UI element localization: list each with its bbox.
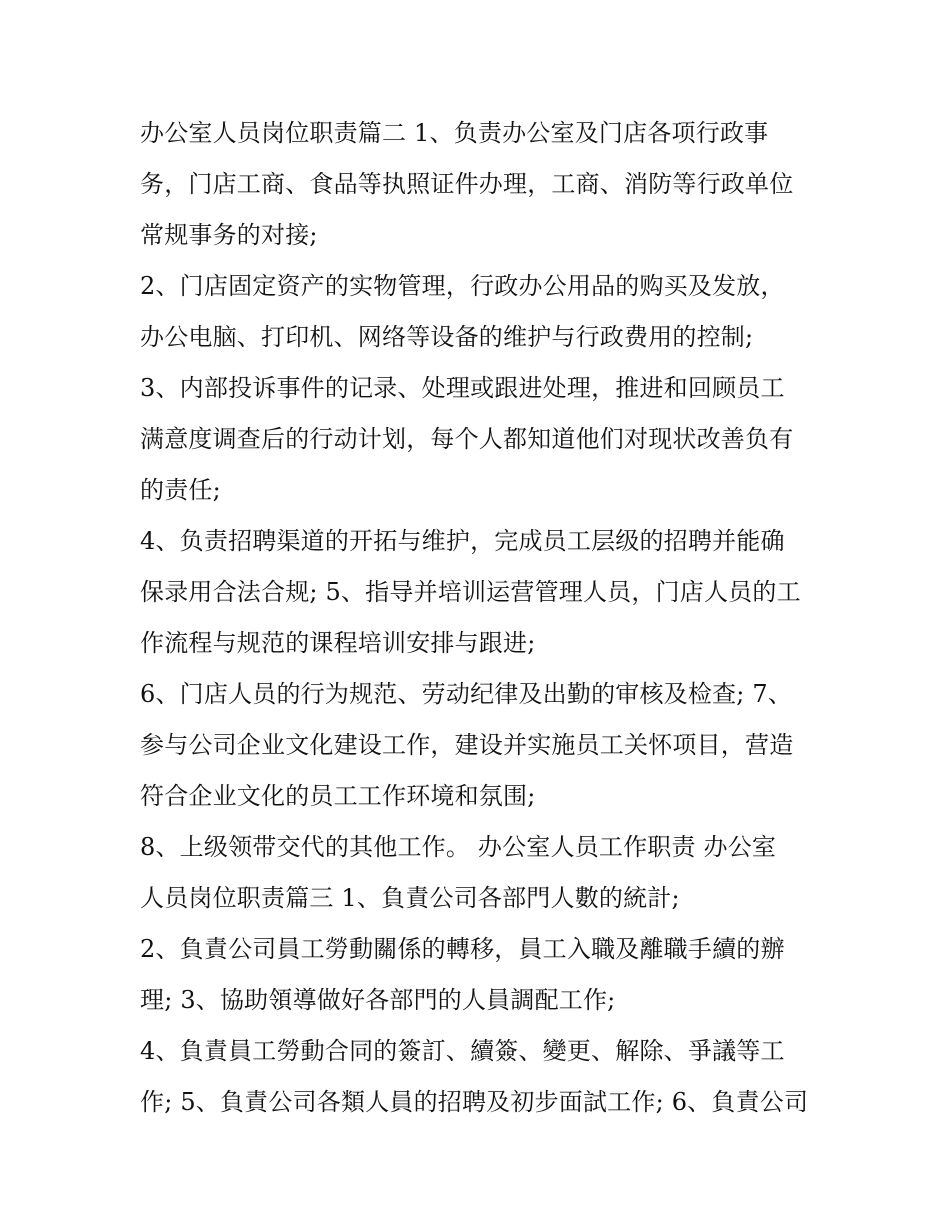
text-line: 作; 5、負責公司各類人員的招聘及初步面試工作; 6、負責公司 (140, 1088, 809, 1116)
text-line: 4、负责招聘渠道的开拓与维护，完成员工层级的招聘并能确 (140, 527, 785, 555)
text-line: 4、負責員工勞動合同的簽訂、續簽、變更、解除、爭議等工 (140, 1037, 785, 1065)
text-line: 3、内部投诉事件的记录、处理或跟进处理，推进和回顾员工 (140, 374, 785, 402)
text-line: 办公电脑、打印机、网络等设备的维护与行政费用的控制; (140, 323, 754, 351)
text-line: 常规事务的对接; (140, 221, 318, 249)
text-line: 务，门店工商、食品等执照证件办理，工商、消防等行政单位 (140, 170, 794, 198)
text-line: 理; 3、協助領導做好各部門的人員調配工作; (140, 986, 616, 1014)
document-body (140, 108, 820, 1128)
text-line: 参与公司企业文化建设工作，建设并实施员工关怀项目，营造 (140, 731, 794, 759)
text-line: 保录用合法合规; 5、指导并培训运营管理人员，门店人员的工 (140, 578, 801, 606)
text-line: 6、门店人员的行为规范、劳动纪律及出勤的审核及检查; 7、 (140, 680, 793, 708)
text-line: 2、負責公司員工勞動關係的轉移，員工入職及離職手續的辦 (140, 935, 785, 963)
text-line: 2、门店固定资产的实物管理，行政办公用品的购买及发放， (140, 272, 785, 300)
text-line: 8、上级领带交代的其他工作。 办公室人员工作职责 办公室 (140, 833, 777, 861)
text-line: 办公室人员岗位职责篇二 1、负责办公室及门店各项行政事 (140, 119, 769, 147)
text-line: 符合企业文化的员工工作环境和氛围; (140, 782, 536, 810)
text-line: 人员岗位职责篇三 1、負責公司各部門人數的統計; (140, 884, 680, 912)
text-line: 的责任; (140, 476, 221, 504)
text-line: 作流程与规范的课程培训安排与跟进; (140, 629, 536, 657)
text-line: 满意度调查后的行动计划，每个人都知道他们对现状改善负有 (140, 425, 794, 453)
